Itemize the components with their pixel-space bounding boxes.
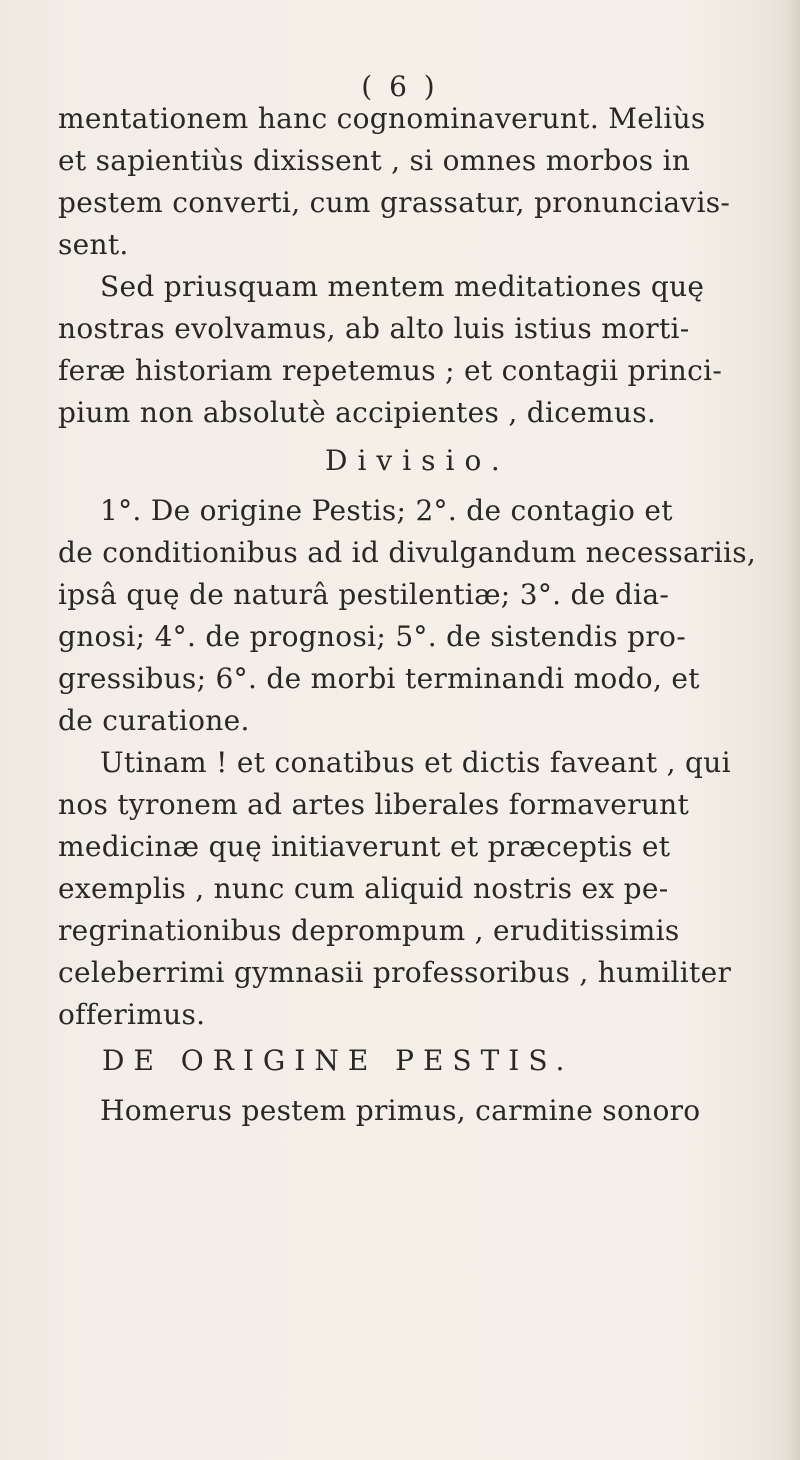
text-line: sent. — [58, 228, 129, 261]
page-number: ( 6 ) — [361, 70, 439, 103]
text-line: mentationem hanc cognominaverunt. Meliùs — [58, 102, 706, 135]
page-edge-shadow — [786, 0, 800, 1460]
text-line: feræ historiam repetemus ; et contagii princi- — [58, 354, 723, 387]
text-line: nos tyronem ad artes liberales formaverunt — [58, 788, 690, 821]
text-line: nostras evolvamus, ab alto luis istius morti- — [58, 312, 690, 345]
text-line: medicinæ quę initiaverunt et præceptis et — [58, 830, 671, 863]
text-line: regrinationibus deprompum , eruditissimis — [58, 914, 680, 947]
text-line: de conditionibus ad id divulgandum necessariis, — [58, 536, 757, 569]
text-line: 1°. De origine Pestis; 2°. de contagio et — [100, 494, 673, 527]
text-line: offerimus. — [58, 998, 206, 1031]
text-line: Homerus pestem primus, carmine sonoro — [100, 1094, 701, 1127]
text-line: Sed priusquam mentem meditationes quę — [100, 270, 705, 303]
text-line: gnosi; 4°. de prognosi; 5°. de sistendis pro- — [58, 620, 686, 653]
chapter-heading: DE ORIGINE PESTIS. — [102, 1044, 574, 1077]
text-line: gressibus; 6°. de morbi terminandi modo, et — [58, 662, 700, 695]
text-line: exemplis , nunc cum aliquid nostris ex pe- — [58, 872, 669, 905]
text-line: et sapientiùs dixissent , si omnes morbos in — [58, 144, 691, 177]
text-line: de curatione. — [58, 704, 250, 737]
text-line: Utinam ! et conatibus et dictis faveant , qui — [100, 746, 731, 779]
text-line: ipsâ quę de naturâ pestilentiæ; 3°. de dia- — [58, 578, 670, 611]
text-line: pium non absolutè accipientes , dicemus. — [58, 396, 657, 429]
text-line: celeberrimi gymnasii professoribus , humiliter — [58, 956, 732, 989]
text-line: pestem converti, cum grassatur, pronunciavis- — [58, 186, 731, 219]
section-heading: Divisio. — [325, 444, 510, 477]
